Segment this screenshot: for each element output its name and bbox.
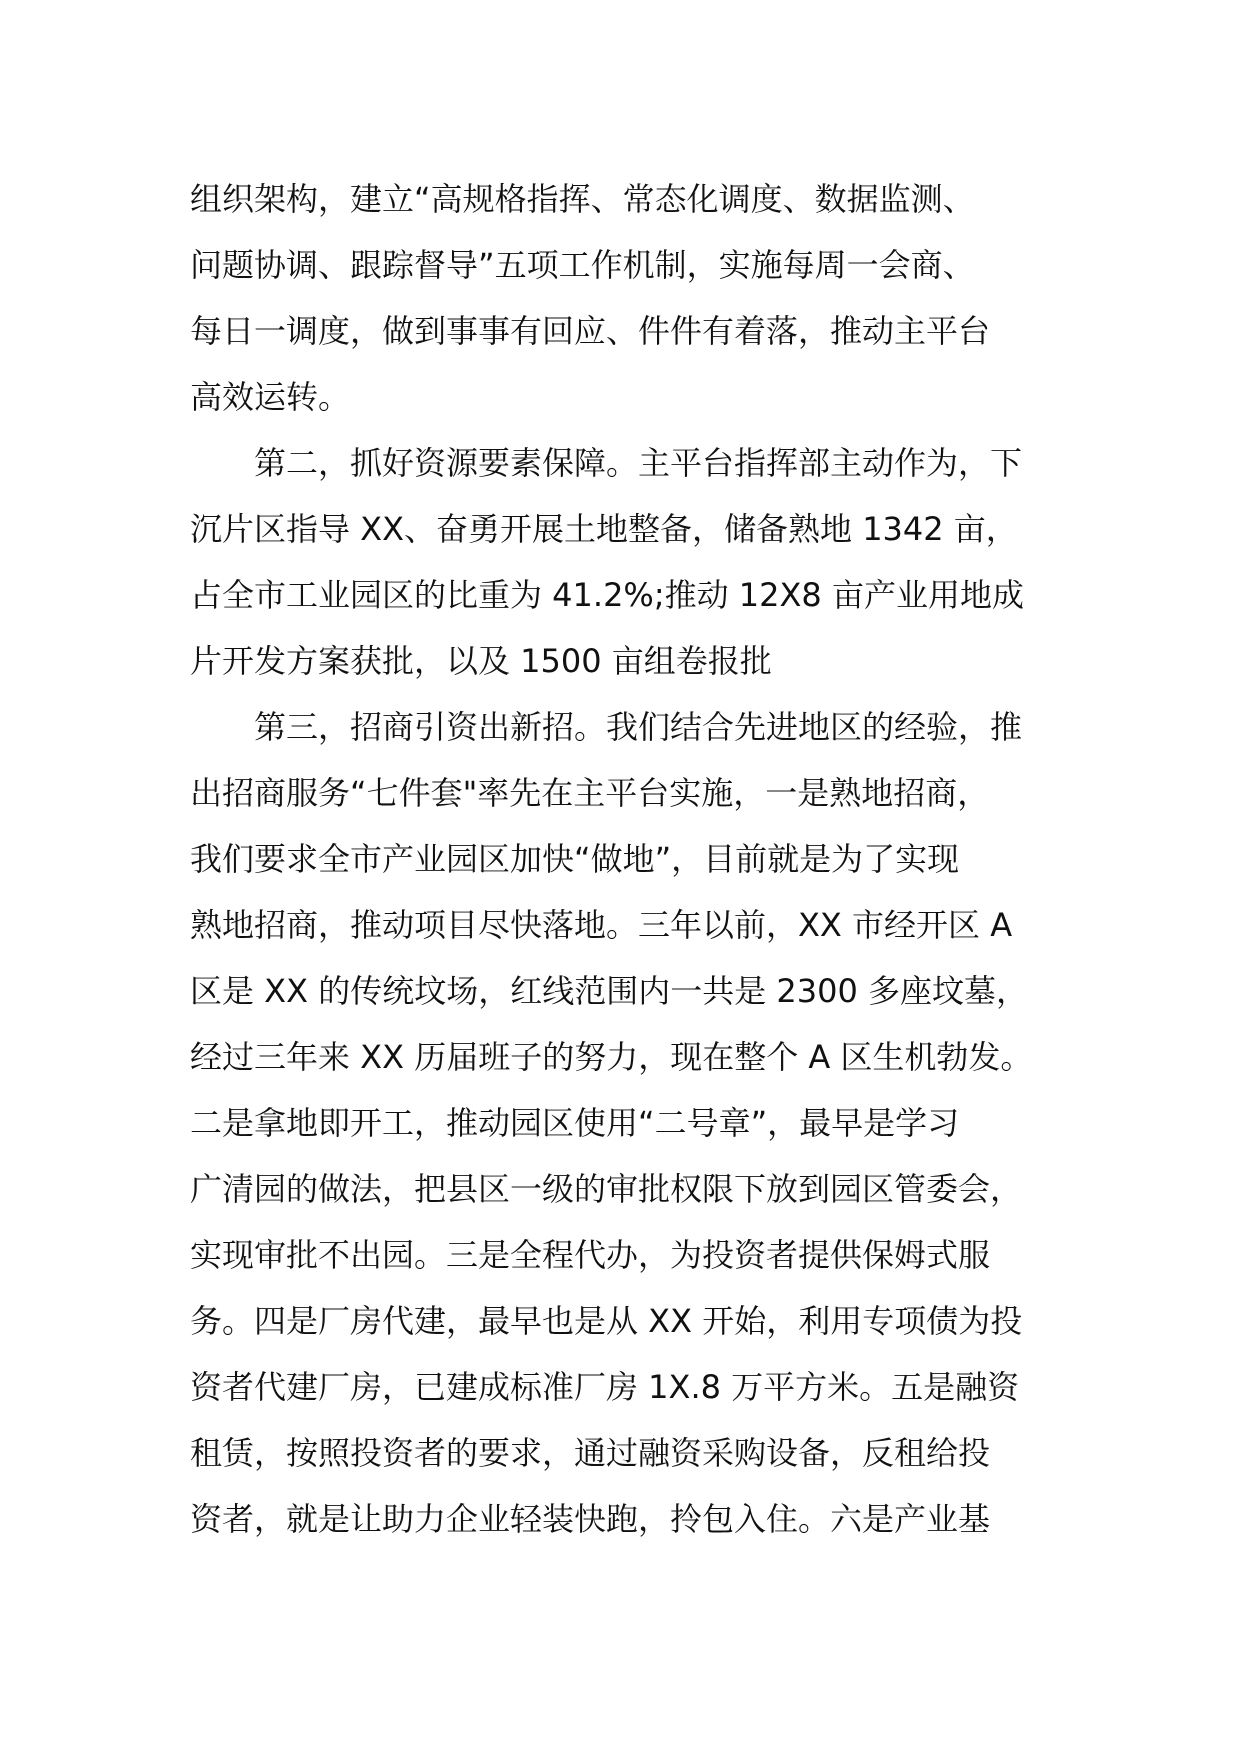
- text-line: 第二，抓好资源要素保障。主平台指挥部主动作为，下: [190, 444, 1023, 482]
- text-line: 问题协调、跟踪督导”五项工作机制，实施每周一会商、: [190, 246, 975, 284]
- text-line: 组织架构，建立“高规格指挥、常态化调度、数据监测、: [190, 180, 975, 218]
- text-line: 片开发方案获批，以及 1500 亩组卷报批: [190, 642, 772, 680]
- text-line: 资者，就是让助力企业轻装快跑，拎包入住。六是产业基: [190, 1500, 991, 1538]
- body-text: [190, 166, 1070, 1552]
- text-line: 占全市工业园区的比重为 41.2%;推动 12X8 亩产业用地成: [190, 576, 1024, 614]
- text-line: 实现审批不出园。三是全程代办，为投资者提供保姆式服: [190, 1236, 991, 1274]
- text-line: 广清园的做法，把县区一级的审批权限下放到园区管委会，: [190, 1170, 1023, 1208]
- text-line: 每日一调度，做到事事有回应、件件有着落，推动主平台: [190, 312, 991, 350]
- text-line: 务。四是厂房代建，最早也是从 XX 开始，利用专项债为投: [190, 1302, 1023, 1340]
- text-line: 高效运转。: [190, 378, 351, 416]
- text-line: 我们要求全市产业园区加快“做地”，目前就是为了实现: [190, 840, 960, 878]
- text-line: 出招商服务“七件套"率先在主平台实施，一是熟地招商，: [190, 774, 990, 812]
- text-line: 资者代建厂房，已建成标准厂房 1X.8 万平方米。五是融资: [190, 1368, 1020, 1406]
- text-line: 沉片区指导 XX、奋勇开展土地整备，储备熟地 1342 亩，: [190, 510, 1018, 548]
- text-line: 二是拿地即开工，推动园区使用“二号章”，最早是学习: [190, 1104, 960, 1142]
- text-line: 经过三年来 XX 历届班子的努力，现在整个 A 区生机勃发。: [190, 1038, 1033, 1076]
- text-line: 区是 XX 的传统坟场，红线范围内一共是 2300 多座坟墓，: [190, 972, 1028, 1010]
- text-line: 第三，招商引资出新招。我们结合先进地区的经验，推: [190, 708, 1023, 746]
- text-line: 熟地招商，推动项目尽快落地。三年以前，XX 市经开区 A: [190, 906, 1013, 944]
- text-line: 租赁，按照投资者的要求，通过融资采购设备，反租给投: [190, 1434, 991, 1472]
